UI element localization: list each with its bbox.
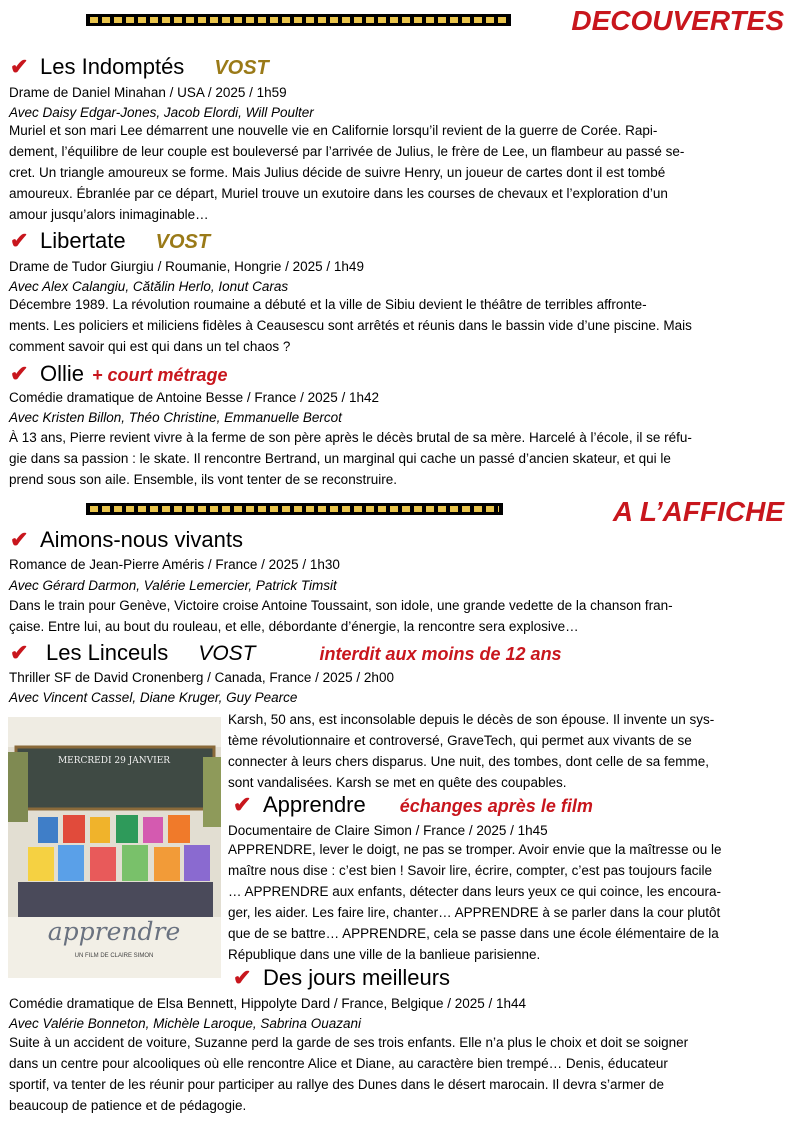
synopsis-line: que de se battre… APPRENDRE, cela se passe dans une école élémentaire de la — [228, 926, 719, 941]
synopsis-line: cret. Un triangle amoureux se forme. Mais Julius décide de suivre Henry, un joueur de cartes dont il est tombé — [9, 165, 666, 180]
movie-synopsis — [9, 427, 789, 490]
movie-info: Drame de Daniel Minahan / USA / 2025 / 1h59 — [9, 85, 287, 100]
movie-synopsis — [228, 709, 788, 793]
synopsis-line: À 13 ans, Pierre revient vivre à la ferme de son père après le décès brutal de sa mère. Harcelé à l’école, il se réfu- — [9, 430, 692, 445]
vost-badge: VOST — [198, 642, 256, 665]
age-restriction-badge: interdit aux moins de 12 ans — [319, 644, 562, 664]
movie-synopsis — [9, 294, 789, 357]
section-title-discoveries: DECOUVERTES — [571, 5, 784, 36]
synopsis-line: beaucoup de patience et de pédagogie. — [9, 1098, 247, 1113]
movie-info: Comédie dramatique de Elsa Bennett, Hippolyte Dard / France, Belgique / 2025 / 1h44 — [9, 996, 527, 1011]
movie-title-text: Les Linceuls — [46, 640, 169, 665]
movie-info: Comédie dramatique de Antoine Besse / France / 2025 / 1h42 — [9, 390, 379, 405]
movie-cast: Avec Daisy Edgar-Jones, Jacob Elordi, Will Poulter — [9, 105, 314, 120]
synopsis-line: amoureux. Ébranlée par ce départ, Muriel trouve un exutoire dans les courses de chevaux et l’exploration d’un — [9, 186, 668, 201]
synopsis-line: maître nous dise : c’est bien ! Savoir lire, écrire, compter, c’est pas toujours facile — [228, 863, 712, 878]
movie-cast: Avec Vincent Cassel, Diane Kruger, Guy Pearce — [9, 690, 298, 705]
synopsis-line: comment savoir qui est qui dans un tel chaos ? — [9, 339, 291, 354]
movie-cast: Avec Gérard Darmon, Valérie Lemercier, Patrick Timsit — [9, 578, 337, 593]
film-strip-divider — [86, 503, 503, 515]
svg-text:MERCREDI 29 JANVIER: MERCREDI 29 JANVIER — [57, 756, 171, 766]
movie-title — [10, 640, 562, 667]
check-icon: ✔ — [10, 361, 29, 386]
movie-info: Romance de Jean-Pierre Améris / France / 2025 / 1h30 — [9, 557, 340, 572]
movie-title — [233, 965, 450, 991]
vost-badge: VOST — [155, 231, 211, 253]
movie-info: Documentaire de Claire Simon / France / 2025 / 1h45 — [228, 823, 548, 838]
synopsis-line: dans un centre pour alcooliques où elle rencontre Alice et Diane, au caractère bien trempé… Denis, éducateur — [9, 1056, 668, 1071]
movie-title — [233, 792, 593, 819]
movie-synopsis — [9, 595, 789, 637]
check-icon: ✔ — [233, 965, 252, 990]
movie-title-text: Des jours meilleurs — [263, 965, 451, 990]
svg-text:apprendre: apprendre — [47, 917, 181, 946]
movie-title — [10, 361, 228, 388]
synopsis-line: Décembre 1989. La révolution roumaine a débuté et la ville de Sibiu devient le théâtre de terribles affronte- — [9, 297, 647, 312]
synopsis-line: APPRENDRE, lever le doigt, ne pas se tromper. Avoir envie que la maîtresse ou le — [228, 842, 722, 857]
movie-title-text: Ollie — [40, 361, 85, 386]
movie-info: Thriller SF de David Cronenberg / Canada, France / 2025 / 2h00 — [9, 670, 394, 685]
movie-title — [10, 228, 210, 255]
check-icon: ✔ — [10, 228, 29, 253]
movie-synopsis — [9, 1032, 789, 1116]
synopsis-line: tème révolutionnaire et controversé, GraveTech, qui permet aux vivants de se — [228, 733, 692, 748]
synopsis-line: dement, l’équilibre de leur couple est bouleversé par l’arrivée de Julius, le frère de Lee, un flambeur au passé se- — [9, 144, 685, 159]
synopsis-line: gie dans sa passion : le skate. Il rencontre Bertrand, un marginal qui cache un passé d’ancien skateur, et qui le — [9, 451, 671, 466]
movie-cast: Avec Valérie Bonneton, Michèle Laroque, Sabrina Ouazani — [9, 1016, 361, 1031]
synopsis-line: Muriel et son mari Lee démarrent une nouvelle vie en Californie lorsqu’il revient de la guerre de Corée. Rapi- — [9, 123, 658, 138]
synopsis-line: Dans le train pour Genève, Victoire croise Antoine Toussaint, son idole, une grande vedette de la chanson fran- — [9, 598, 673, 613]
movie-synopsis — [9, 120, 789, 225]
synopsis-line: ger, les aider. Les faire lire, chanter… APPRENDRE à se parler dans la cour plutôt — [228, 905, 721, 920]
film-strip-divider — [86, 14, 511, 26]
movie-title-text: Libertate — [40, 228, 126, 253]
synopsis-line: Karsh, 50 ans, est inconsolable depuis le décès de son épouse. Il invente un sys- — [228, 712, 715, 727]
movie-title-text: Apprendre — [263, 792, 366, 817]
svg-text:UN FILM DE CLAIRE SIMON: UN FILM DE CLAIRE SIMON — [74, 953, 154, 959]
movie-title — [10, 527, 243, 553]
synopsis-line: çaise. Entre lui, au bout du rouleau, et elle, débordante d’énergie, la rencontre sera explosive… — [9, 619, 579, 634]
movie-synopsis — [228, 839, 788, 965]
movie-cast: Avec Alex Calangiu, Cătălin Herlo, Ionut Caras — [9, 279, 289, 294]
movie-title-text: Les Indomptés — [40, 54, 185, 79]
movie-cast: Avec Kristen Billon, Théo Christine, Emmanuelle Bercot — [9, 410, 342, 425]
synopsis-line: sont vandalisées. Karsh se met en quête des coupables. — [228, 775, 567, 790]
synopsis-line: ments. Les policiers et miliciens fidèles à Ceausescu sont arrêtés et réunis dans le bassin vide d’une piscine. Mais — [9, 318, 692, 333]
check-icon: ✔ — [10, 54, 29, 79]
synopsis-line: République dans une ville de la banlieue parisienne. — [228, 947, 541, 962]
vost-badge: VOST — [214, 57, 269, 79]
check-icon: ✔ — [10, 527, 29, 552]
apprendre-poster — [8, 717, 221, 978]
synopsis-line: connecter à leurs chers disparus. Une nuit, des tombes, dont celle de sa femme, — [228, 754, 709, 769]
movie-title-text: Aimons-nous vivants — [40, 527, 243, 552]
synopsis-line: amour jusqu’alors inimaginable… — [9, 207, 209, 222]
movie-info: Drame de Tudor Giurgiu / Roumanie, Hongrie / 2025 / 1h49 — [9, 259, 364, 274]
synopsis-line: … APPRENDRE aux enfants, détecter dans leurs yeux ce qui coince, les encoura- — [228, 884, 722, 899]
synopsis-line: sportif, va tenter de les réunir pour participer au rallye des Dunes dans le désert marocain. Il devra s’armer de — [9, 1077, 665, 1092]
check-icon: ✔ — [233, 792, 252, 817]
discussion-badge: échanges après le film — [399, 796, 593, 816]
poster-image — [8, 717, 221, 978]
movie-title — [10, 54, 269, 81]
check-icon: ✔ — [10, 640, 29, 665]
short-film-badge: + court métrage — [92, 365, 228, 385]
section-title-showing: A L’AFFICHE — [612, 496, 784, 527]
synopsis-line: Suite à un accident de voiture, Suzanne perd la garde de ses trois enfants. Elle n’a plus le choix et doit se soigner — [9, 1035, 689, 1050]
synopsis-line: prend sous son aile. Ensemble, ils vont tenter de se reconstruire. — [9, 472, 397, 487]
